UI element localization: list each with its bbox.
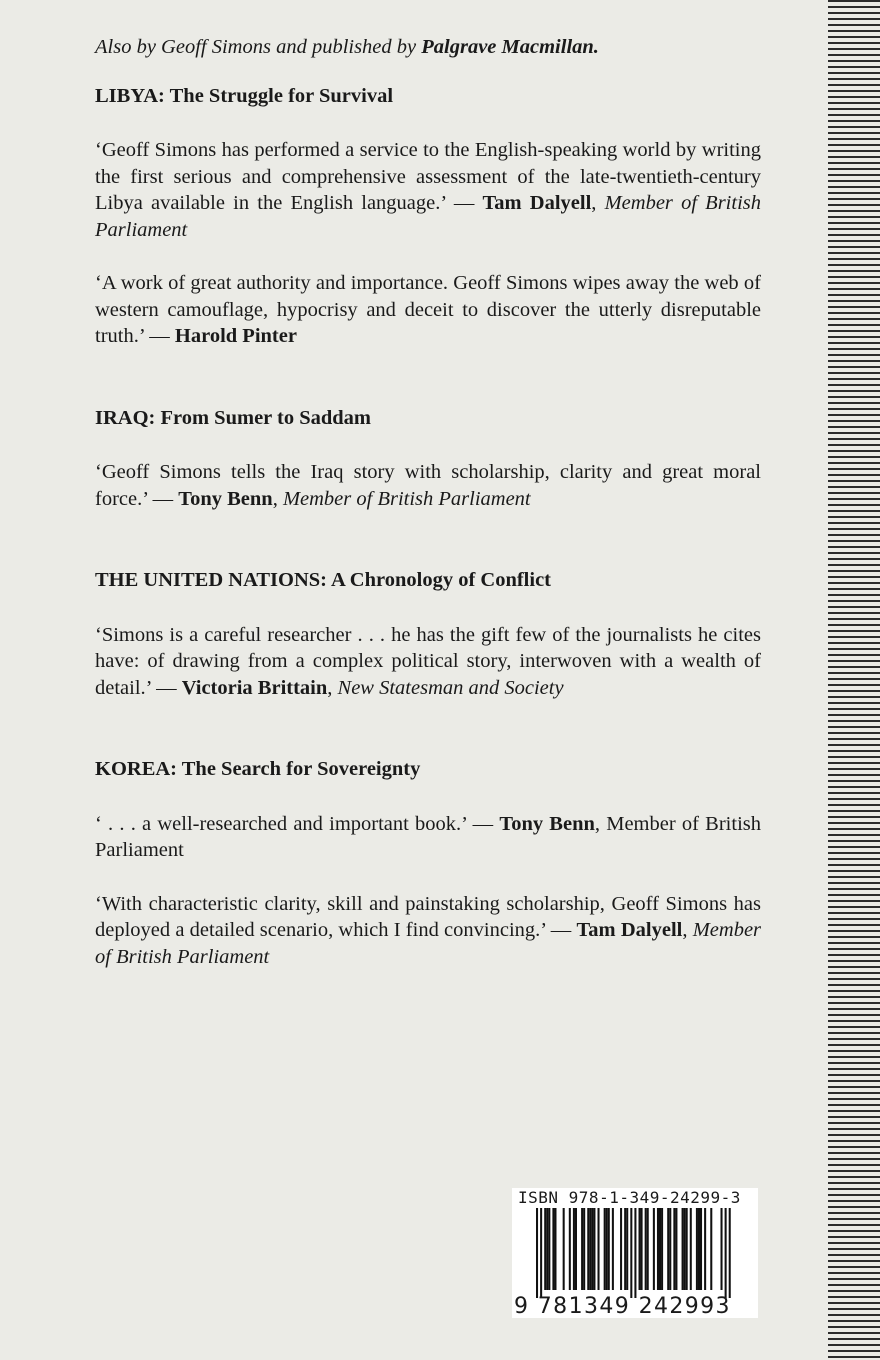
quote-author: Victoria Brittain [181, 676, 328, 699]
quote-affiliation: Member of British Parliament [95, 919, 762, 968]
quote-affiliation: New Statesman and Society [337, 676, 564, 699]
book-title: IRAQ: From Sumer to Saddam [95, 406, 371, 429]
book-iraq [95, 405, 761, 513]
barcode-bar [587, 1208, 589, 1290]
barcode-bar [569, 1208, 571, 1290]
barcode-bar [581, 1208, 583, 1290]
quote-author: Harold Pinter [174, 325, 297, 347]
quote-author: Tam Dalyell [576, 919, 683, 941]
barcode-bar [667, 1208, 669, 1290]
barcode-bar [710, 1208, 712, 1290]
barcode-bar [546, 1208, 548, 1290]
spine-stripes [828, 0, 880, 1360]
book-united-nations [95, 567, 761, 701]
barcode-bar [540, 1208, 542, 1298]
review-quote: ‘Simons is a careful researcher . . . he has the gift few of the journalists he cites have: of drawing from a complex political story, interwoven with a wealth of detail.’ — Victoria Brittain, New Statesman and Society [95, 623, 761, 699]
barcode-bar [612, 1208, 614, 1290]
back-cover-text [95, 34, 761, 997]
barcode-bar [626, 1208, 628, 1290]
barcode-bar [661, 1208, 663, 1290]
barcode-bar [675, 1208, 677, 1290]
barcode-bar [729, 1208, 731, 1298]
quote-affiliation: Member of British Parliament [282, 487, 531, 510]
barcode-bar [608, 1208, 610, 1290]
barcode-bar [641, 1208, 643, 1290]
barcode-bar [657, 1208, 659, 1290]
barcode-bar [591, 1208, 593, 1290]
book-title: LIBYA: The Struggle for Survival [95, 84, 394, 107]
barcode-bar [639, 1208, 641, 1290]
barcode-digits: 9 781349 242993 [514, 1294, 731, 1319]
barcode-bar [593, 1208, 595, 1290]
isbn-label: ISBN 978-1-349-24299-3 [518, 1188, 741, 1207]
barcode-bar [653, 1208, 655, 1290]
barcode-bar [536, 1208, 538, 1298]
barcode-bar [575, 1208, 577, 1290]
barcode-bar [573, 1208, 575, 1290]
quote-author: Tony Benn [499, 812, 595, 835]
book-libya [95, 83, 761, 350]
barcode-bar [684, 1208, 686, 1290]
barcode-bar [704, 1208, 706, 1290]
barcode-bar [686, 1208, 688, 1290]
barcode-bars [512, 1208, 758, 1298]
barcode-bar [548, 1208, 550, 1290]
barcode-bar [630, 1208, 632, 1298]
barcode-bar [700, 1208, 702, 1290]
barcode-bar [645, 1208, 647, 1290]
barcode-bar [583, 1208, 585, 1290]
barcode-bar [620, 1208, 622, 1290]
review-quote: ‘With characteristic clarity, skill and painstaking scholarship, Geoff Simons has deployed a detailed scenario, which I find convincing.’ — Tam Dalyell, Member of British Parliament [95, 892, 762, 968]
barcode-bar [669, 1208, 671, 1290]
barcode-bar [604, 1208, 606, 1290]
quote-author: Tony Benn [178, 487, 273, 510]
barcode-bar [696, 1208, 698, 1290]
review-quote: ‘Geoff Simons has performed a service to the English-speaking world by writing the first serious and comprehensive assessment of the late-twentieth-century Libya available in the English language.’ — Tam Dalyell, Member of British Parliament [95, 139, 761, 241]
book-korea [95, 756, 761, 970]
quote-author: Tam Dalyell [482, 192, 592, 214]
book-title: KOREA: The Search for Sovereignty [95, 758, 421, 780]
barcode-bar [647, 1208, 649, 1290]
barcode-bar [682, 1208, 684, 1290]
barcode-bar [563, 1208, 565, 1290]
barcode-bar [690, 1208, 692, 1290]
intro-line: Also by Geoff Simons and published by Palgrave Macmillan. [95, 36, 599, 58]
barcode-bar [673, 1208, 675, 1290]
barcode-bar [725, 1208, 727, 1298]
barcode-bar [659, 1208, 661, 1290]
barcode-bar [624, 1208, 626, 1290]
barcode-bar [554, 1208, 556, 1290]
book-title: THE UNITED NATIONS: A Chronology of Conflict [95, 569, 551, 591]
barcode-bar [552, 1208, 554, 1290]
barcode-bar [598, 1208, 600, 1290]
review-quote: ‘Geoff Simons tells the Iraq story with scholarship, clarity and great moral force.’ — Tony Benn, Member of British Parliament [95, 461, 761, 510]
isbn-barcode [512, 1188, 758, 1318]
barcode-bar [721, 1208, 723, 1290]
review-quote: ‘ . . . a well-researched and important book.’ — Tony Benn, Member of British Parliament [95, 812, 761, 861]
barcode-bar [698, 1208, 700, 1290]
barcode-bar [606, 1208, 608, 1290]
quote-affiliation: Member of British Parliament [95, 192, 761, 241]
review-quote: ‘A work of great authority and importance. Geoff Simons wipes away the web of western camouflage, hypocrisy and deceit to discover the utterly disreputable truth.’ — Harold Pinter [95, 272, 761, 347]
barcode-bar [544, 1208, 546, 1290]
barcode-bar [589, 1208, 591, 1290]
barcode-bar [634, 1208, 636, 1298]
